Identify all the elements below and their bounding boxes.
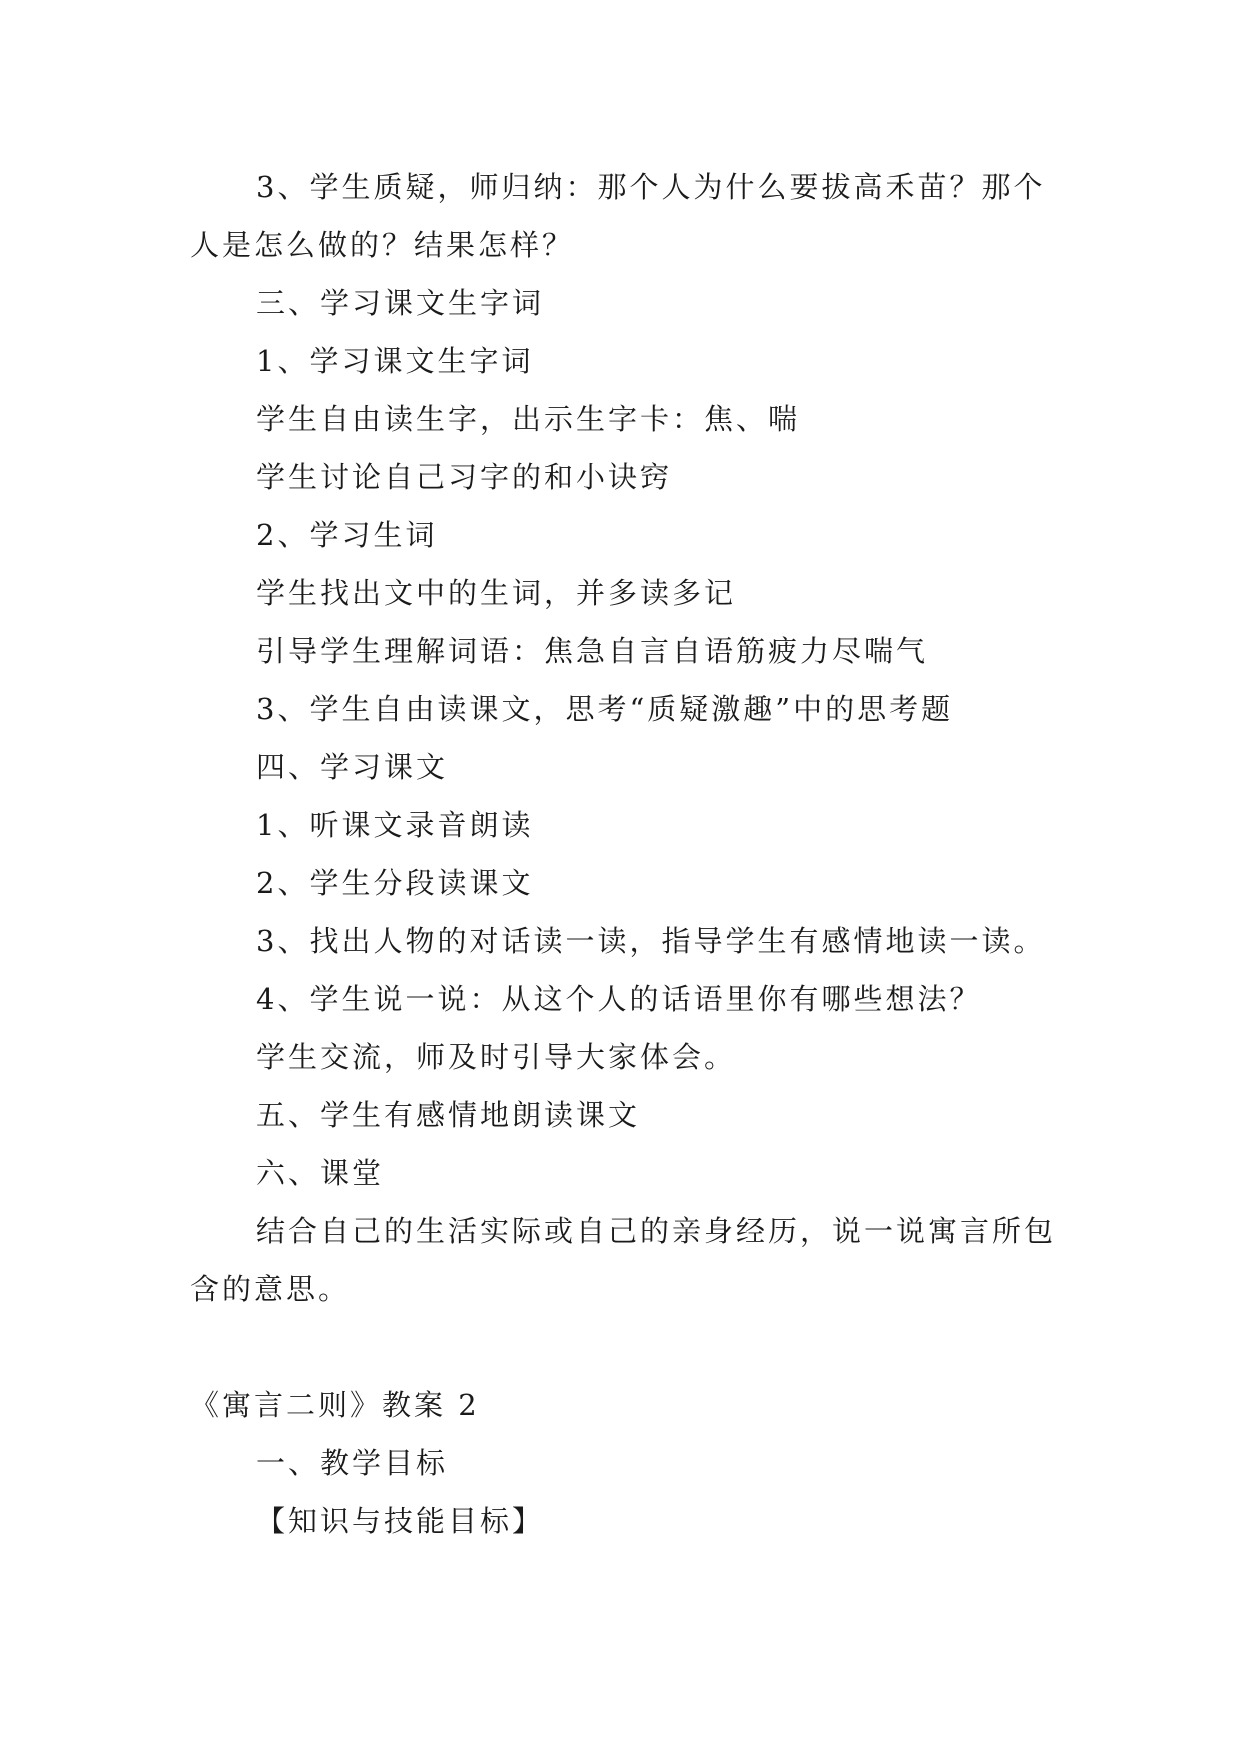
heading-study-text: 四、学习课文	[256, 750, 449, 784]
item-study-vocabulary: 2、学习生词	[256, 518, 438, 552]
heading-read-aloud: 五、学生有感情地朗读课文	[256, 1098, 641, 1132]
item-read-sections: 2、学生分段读课文	[256, 866, 534, 900]
paragraph-meaning: 结合自己的生活实际或自己的亲身经历，说一说寓言所包含的意思。	[190, 1214, 1057, 1306]
document-body	[190, 158, 1070, 1550]
paragraph-questions: 3、学生质疑，师归纳：那个人为什么要拔高禾苗？那个人是怎么做的？结果怎样？	[190, 170, 1046, 262]
item-study-words: 1、学习课文生字词	[256, 344, 534, 378]
section-gap	[190, 1318, 1070, 1376]
paragraph-discuss-tips: 学生讨论自己习字的和小诀窍	[256, 460, 673, 494]
heading-teaching-goals: 一、教学目标	[256, 1446, 449, 1480]
section-title: 《寓言二则》教案 2	[190, 1388, 480, 1422]
item-read-dialogue: 3、找出人物的对话读一读，指导学生有感情地读一读。	[256, 924, 1046, 958]
heading-knowledge-skills: 【知识与技能目标】	[256, 1504, 545, 1538]
paragraph-find-words: 学生找出文中的生词，并多读多记	[256, 576, 737, 610]
item-share-thoughts: 4、学生说一说：从这个人的话语里你有哪些想法？	[256, 982, 982, 1016]
paragraph-understand-words: 引导学生理解词语：焦急自言自语筋疲力尽喘气	[256, 634, 929, 668]
heading-classroom: 六、课堂	[256, 1156, 385, 1190]
paragraph-exchange: 学生交流，师及时引导大家体会。	[256, 1040, 737, 1074]
paragraph-read-characters: 学生自由读生字，出示生字卡：焦、喘	[256, 402, 801, 436]
item-free-reading: 3、学生自由读课文，思考“质疑激趣”中的思考题	[256, 692, 954, 726]
heading-study-words: 三、学习课文生字词	[256, 286, 545, 320]
item-listen-recording: 1、听课文录音朗读	[256, 808, 534, 842]
